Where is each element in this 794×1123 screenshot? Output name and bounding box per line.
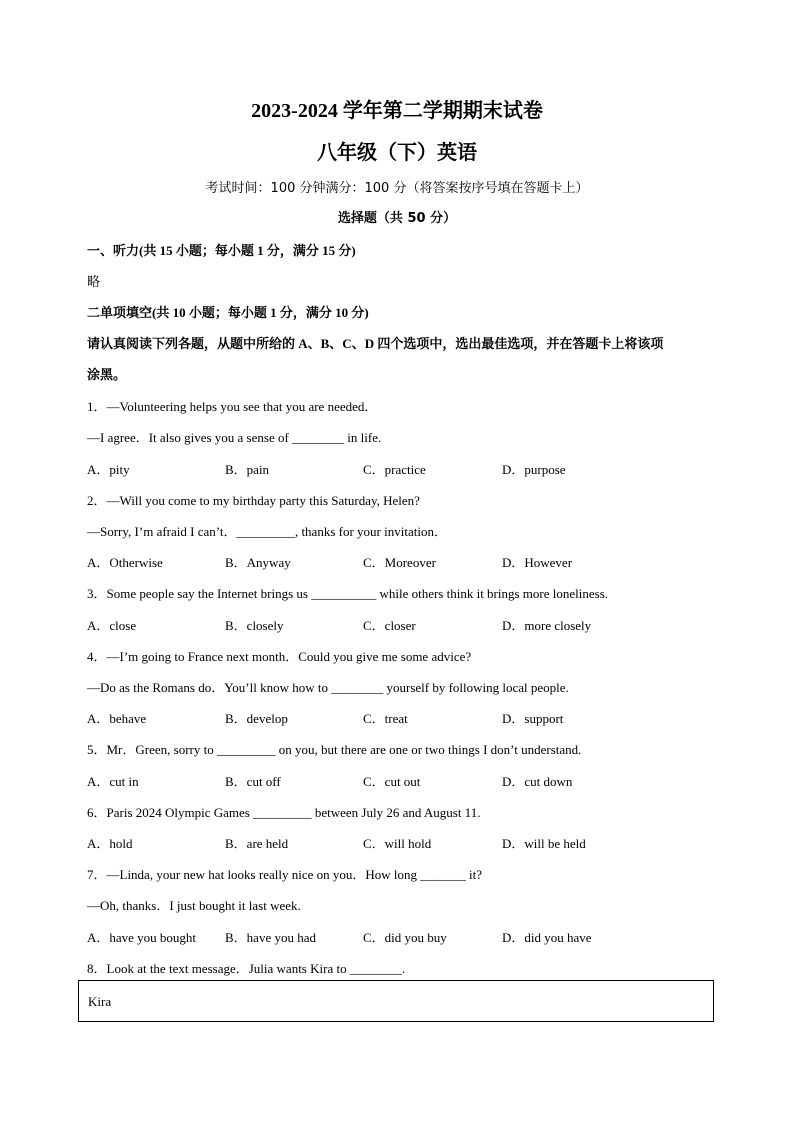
section-label: 选择题（共 50 分） — [337, 211, 457, 226]
question-1-option-a: A．pity — [87, 462, 130, 477]
question-6-option-d: D．will be held — [502, 836, 586, 851]
question-3-option-c: C．closer — [363, 618, 416, 633]
part1-heading: 一、听力(共 15 小题；每小题 1 分，满分 15 分) — [87, 243, 356, 258]
question-2-option-b: B．Anyway — [225, 555, 291, 570]
question-3-stem: 3．Some people say the Internet brings us __________ while others think it brings more loneliness. — [87, 586, 609, 601]
question-2-stem: 2．—Will you come to my birthday party this Saturday, Helen? — [87, 493, 420, 508]
question-2-option-c: C．Moreover — [363, 555, 436, 570]
question-3-option-b: B．closely — [225, 618, 284, 633]
question-3-option-d: D．more closely — [502, 618, 592, 633]
question-7-option-d: D．did you have — [502, 930, 592, 945]
question-4-option-d: D．support — [502, 711, 564, 726]
part2-instruction-line1: 请认真阅读下列各题，从题中所给的 A、B、C、D 四个选项中，选出最佳选项，并在答题卡上将该项 — [87, 336, 664, 351]
question-5-option-c: C．cut out — [363, 774, 421, 789]
question-1-stem: 1．—Volunteering helps you see that you are needed． — [87, 399, 378, 414]
question-1-option-c: C．practice — [363, 462, 426, 477]
text-message-box — [78, 980, 714, 1022]
question-7-option-b: B．have you had — [225, 930, 316, 945]
question-7-option-c: C．did you buy — [363, 930, 447, 945]
question-8-stem: 8．Look at the text message．Julia wants Kira to ________. — [87, 961, 406, 976]
question-4-option-b: B．develop — [225, 711, 288, 726]
question-5-option-a: A．cut in — [87, 774, 139, 789]
exam-info: 考试时间：100 分钟满分：100 分（将答案按序号填在答题卡上） — [205, 181, 589, 196]
part2-instruction-line2: 涂黑。 — [87, 367, 127, 382]
question-4-reply: —Do as the Romans do．You’ll know how to ________ yourself by following local people. — [87, 680, 569, 695]
question-4-option-a: A．behave — [87, 711, 147, 726]
question-6-stem: 6．Paris 2024 Olympic Games _________ between July 26 and August 11. — [87, 805, 481, 820]
question-6-option-b: B．are held — [225, 836, 289, 851]
question-3-option-a: A．close — [87, 618, 137, 633]
question-5-option-b: B．cut off — [225, 774, 281, 789]
question-1-option-d: D．purpose — [502, 462, 566, 477]
question-7-stem: 7．—Linda, your new hat looks really nice on you．How long _______ it? — [87, 867, 482, 882]
question-2-reply: —Sorry, I’m afraid I can’t．_________, thanks for your invitation． — [87, 524, 447, 539]
part2-heading: 二单项填空(共 10 小题；每小题 1 分，满分 10 分) — [87, 305, 369, 320]
question-4-stem: 4．—I’m going to France next month．Could you give me some advice? — [87, 649, 472, 664]
question-1-reply: —I agree．It also gives you a sense of ________ in life. — [87, 430, 382, 445]
part1-note: 略 — [87, 275, 101, 290]
question-6-option-c: C．will hold — [363, 836, 432, 851]
question-5-stem: 5．Mr．Green, sorry to _________ on you, but there are one or two things I don’t understand. — [87, 742, 582, 757]
question-6-option-a: A．hold — [87, 836, 133, 851]
question-5-option-d: D．cut down — [502, 774, 573, 789]
question-2-option-d: D．However — [502, 555, 573, 570]
exam-title: 2023-2024 学年第二学期期末试卷 — [251, 100, 543, 122]
question-4-option-c: C．treat — [363, 711, 408, 726]
question-2-option-a: A．Otherwise — [87, 555, 163, 570]
exam-subtitle: 八年级（下）英语 — [317, 140, 477, 164]
message-recipient: Kira — [88, 994, 112, 1009]
question-7-reply: —Oh, thanks．I just bought it last week. — [87, 898, 301, 913]
question-1-option-b: B．pain — [225, 462, 270, 477]
question-7-option-a: A．have you bought — [87, 930, 197, 945]
